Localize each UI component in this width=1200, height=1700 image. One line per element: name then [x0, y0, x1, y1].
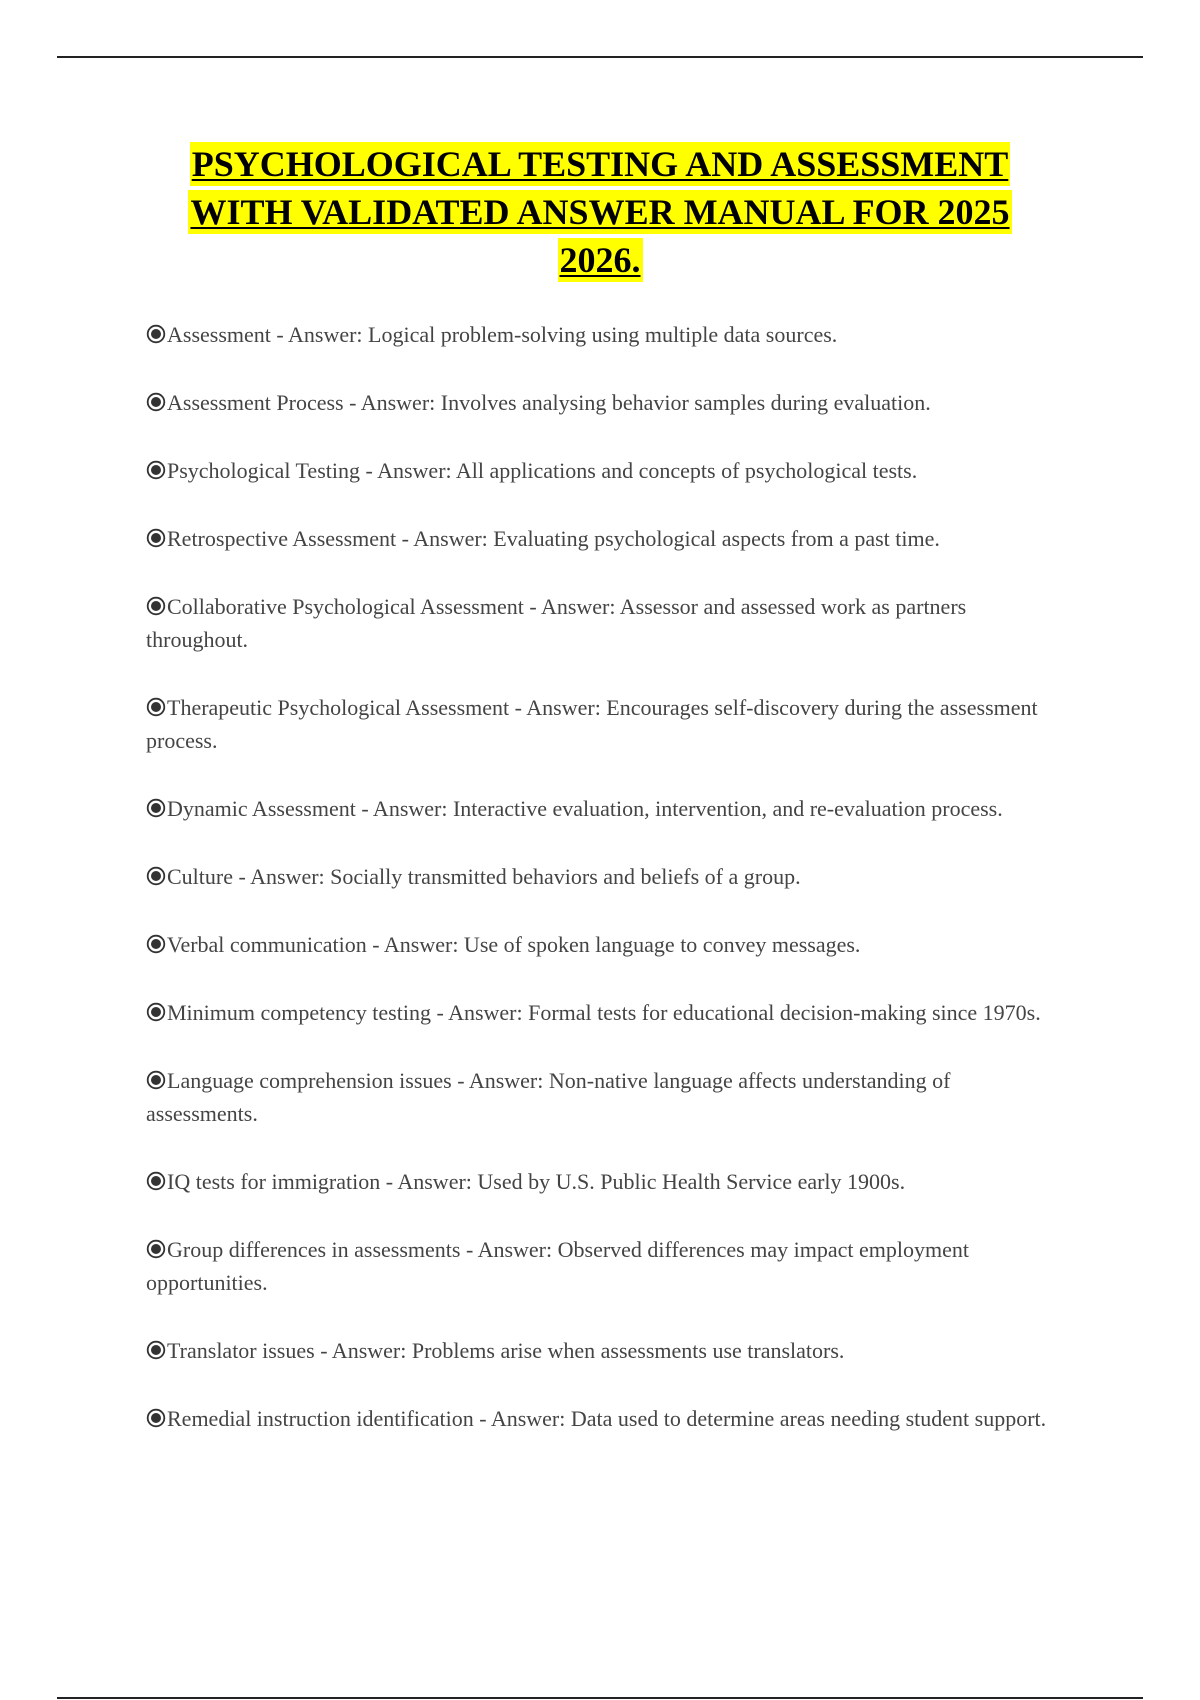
list-item	[146, 928, 1066, 961]
list-item	[146, 386, 1066, 419]
radio-bullet-icon	[146, 320, 166, 340]
list-item-text: Remedial instruction identification - Answer: Data used to determine areas needing student support.	[167, 1406, 1047, 1431]
title-line-3: 2026.	[559, 240, 641, 280]
title-line-1: PSYCHOLOGICAL TESTING AND ASSESSMENT	[191, 144, 1009, 184]
radio-bullet-icon	[146, 794, 166, 814]
radio-bullet-icon	[146, 1167, 166, 1187]
list-item-text: Assessment - Answer: Logical problem-solving using multiple data sources.	[167, 322, 838, 347]
list-item	[146, 1233, 1066, 1299]
title-line-2: WITH VALIDATED ANSWER MANUAL FOR 2025	[190, 192, 1010, 232]
top-rule	[57, 56, 1143, 58]
qa-list	[146, 318, 1066, 1470]
radio-bullet-icon	[146, 1235, 166, 1255]
list-item	[146, 590, 1066, 656]
radio-bullet-icon	[146, 998, 166, 1018]
list-item-text: Assessment Process - Answer: Involves analysing behavior samples during evaluation.	[167, 390, 931, 415]
list-item	[146, 522, 1066, 555]
list-item-text: Collaborative Psychological Assessment - Answer: Assessor and assessed work as partners throughout.	[146, 594, 967, 652]
list-item-text: Verbal communication - Answer: Use of spoken language to convey messages.	[167, 932, 861, 957]
list-item-text: Language comprehension issues - Answer: Non-native language affects understanding of assessments.	[146, 1068, 951, 1126]
list-item-text: Dynamic Assessment - Answer: Interactive evaluation, intervention, and re-evaluation process.	[167, 796, 1003, 821]
list-item	[146, 1334, 1066, 1367]
bottom-rule	[57, 1697, 1143, 1699]
radio-bullet-icon	[146, 1336, 166, 1356]
list-item-text: IQ tests for immigration - Answer: Used by U.S. Public Health Service early 1900s.	[167, 1169, 906, 1194]
radio-bullet-icon	[146, 1066, 166, 1086]
list-item-text: Minimum competency testing - Answer: Formal tests for educational decision-making since 1970s.	[167, 1000, 1041, 1025]
list-item	[146, 1064, 1066, 1130]
list-item-text: Group differences in assessments - Answer: Observed differences may impact employment opportunities.	[146, 1237, 969, 1295]
list-item	[146, 1165, 1066, 1198]
list-item	[146, 454, 1066, 487]
list-item	[146, 318, 1066, 351]
list-item-text: Translator issues - Answer: Problems arise when assessments use translators.	[167, 1338, 845, 1363]
document-title	[100, 140, 1100, 284]
list-item	[146, 691, 1066, 757]
list-item	[146, 792, 1066, 825]
radio-bullet-icon	[146, 456, 166, 476]
radio-bullet-icon	[146, 1404, 166, 1424]
radio-bullet-icon	[146, 693, 166, 713]
radio-bullet-icon	[146, 862, 166, 882]
radio-bullet-icon	[146, 592, 166, 612]
radio-bullet-icon	[146, 388, 166, 408]
radio-bullet-icon	[146, 524, 166, 544]
radio-bullet-icon	[146, 930, 166, 950]
list-item	[146, 1402, 1066, 1435]
list-item-text: Culture - Answer: Socially transmitted behaviors and beliefs of a group.	[167, 864, 801, 889]
list-item	[146, 860, 1066, 893]
list-item-text: Psychological Testing - Answer: All applications and concepts of psychological tests.	[167, 458, 918, 483]
list-item-text: Therapeutic Psychological Assessment - Answer: Encourages self-discovery during the assessment process.	[146, 695, 1038, 753]
list-item	[146, 996, 1066, 1029]
list-item-text: Retrospective Assessment - Answer: Evaluating psychological aspects from a past time.	[167, 526, 940, 551]
